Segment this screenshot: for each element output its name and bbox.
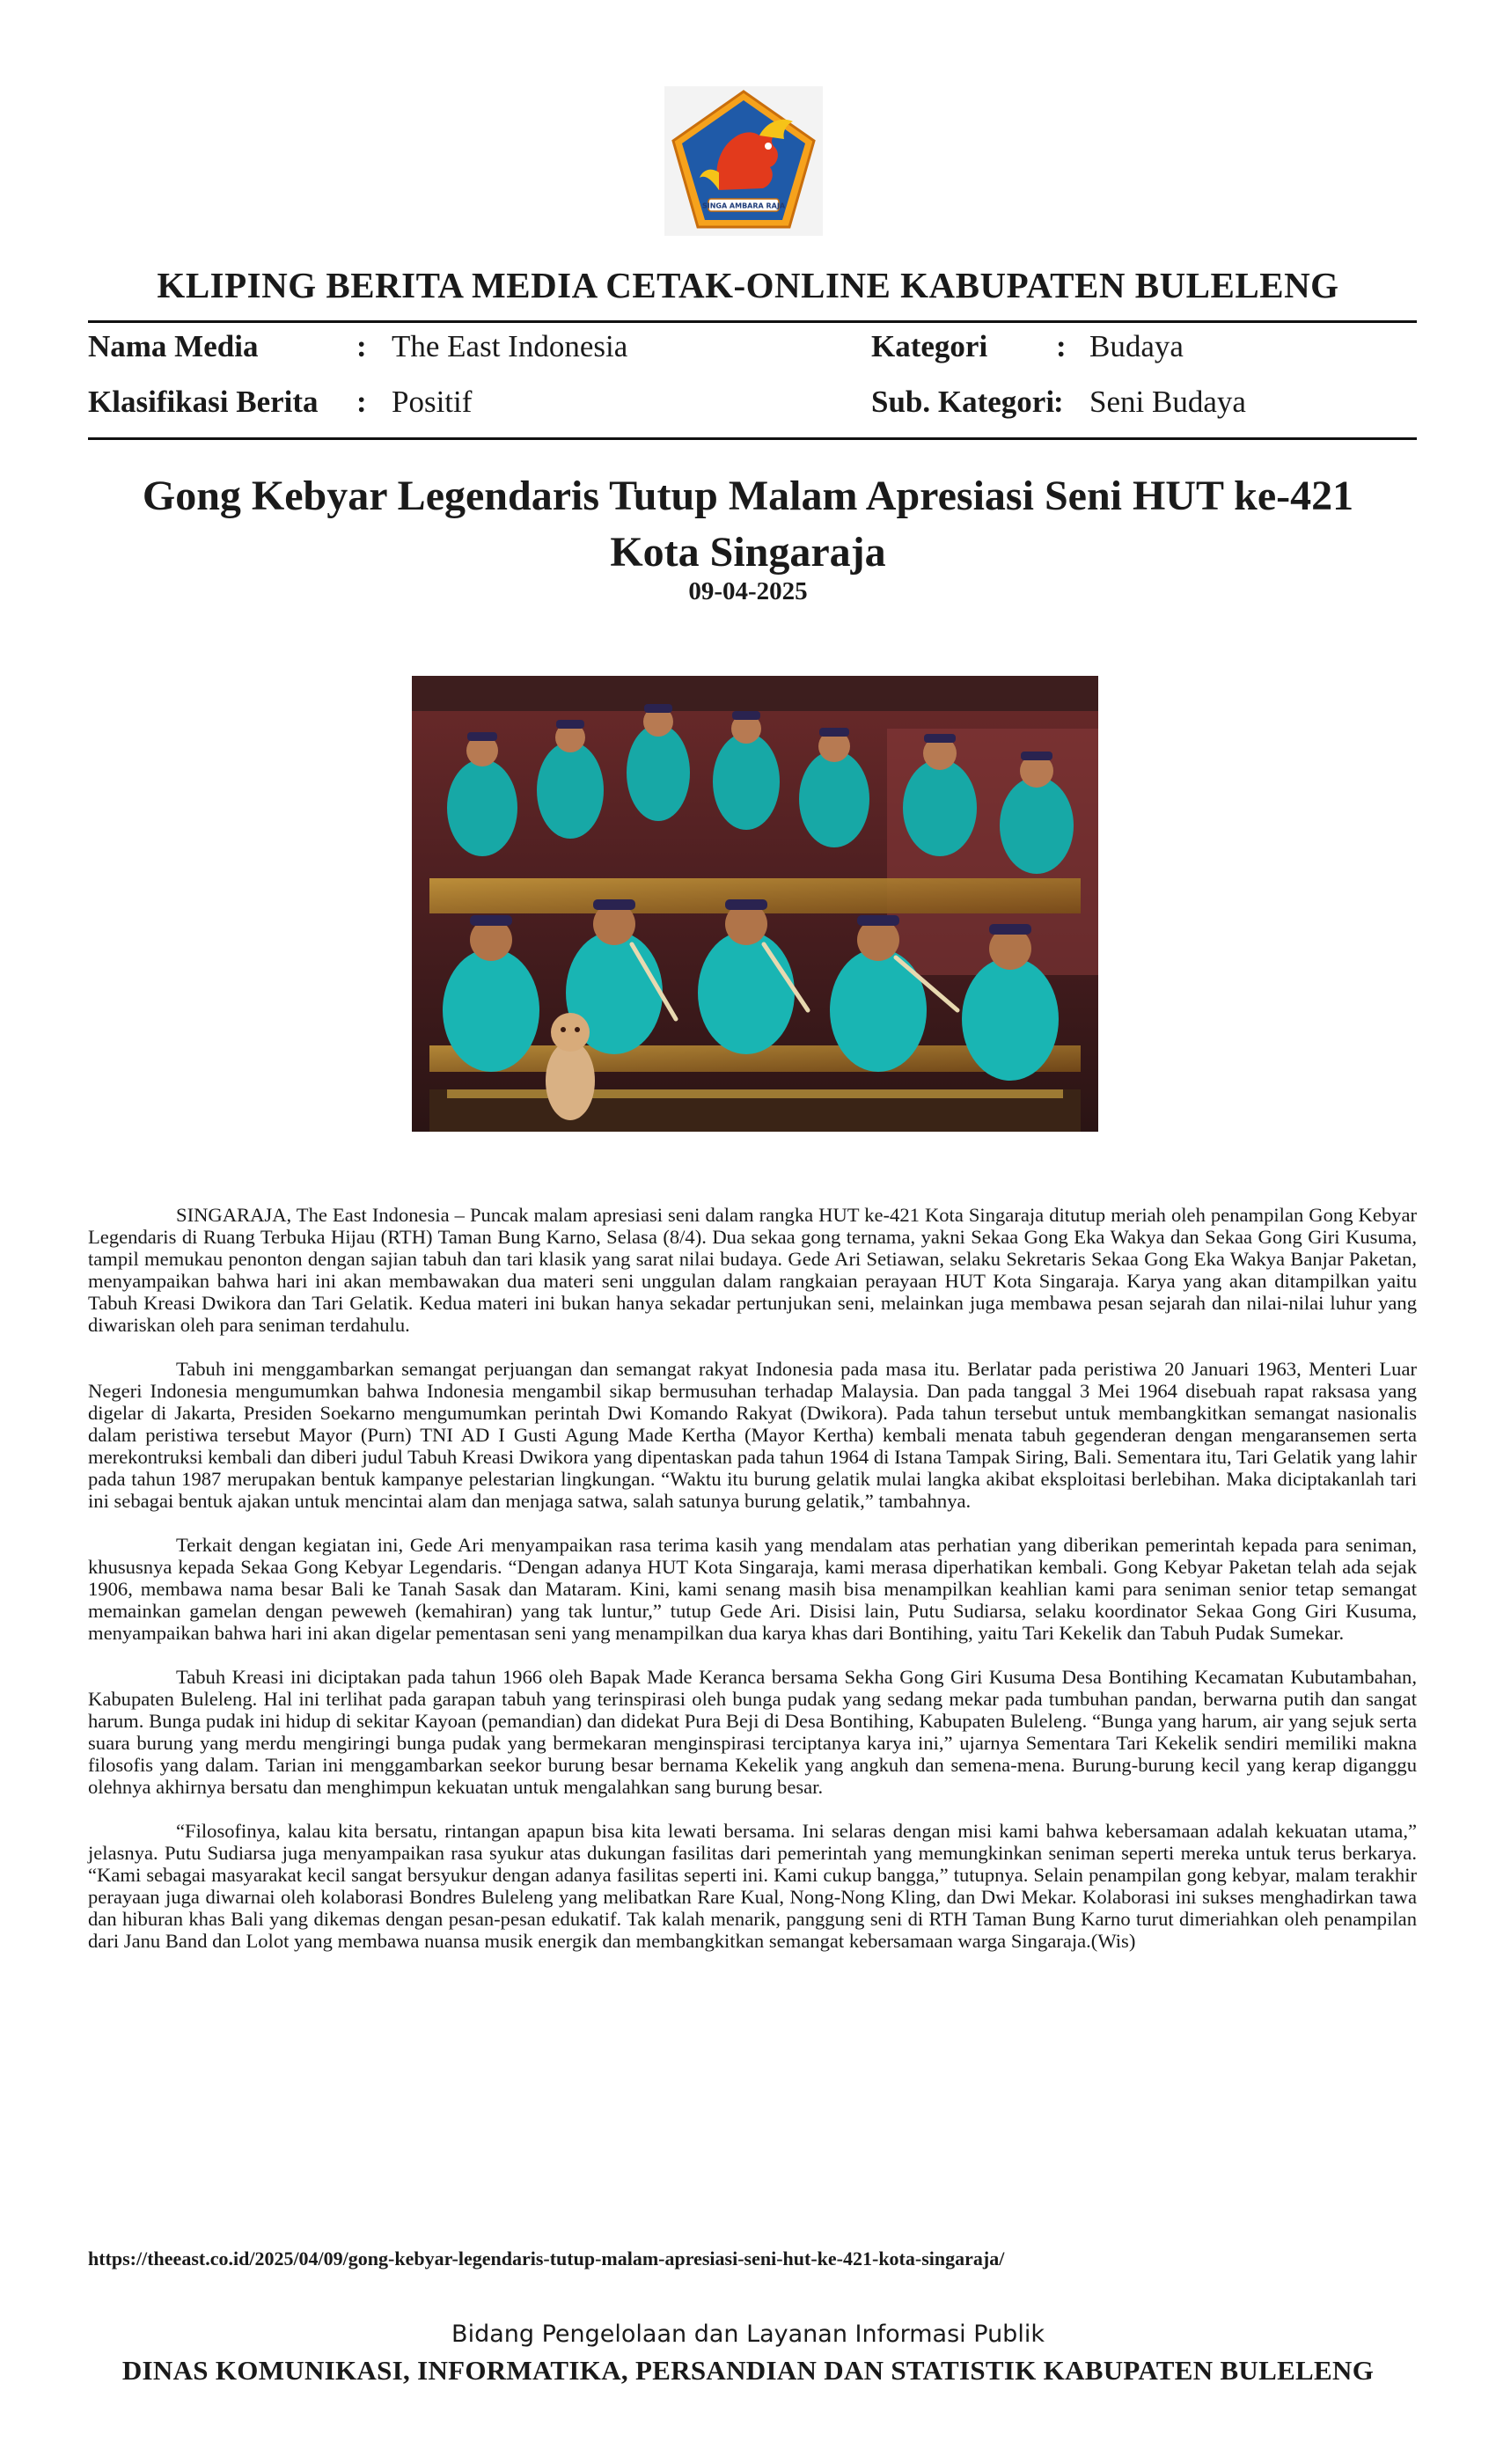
- category-colon: :: [1056, 329, 1067, 363]
- article-paragraph-1: SINGARAJA, The East Indonesia – Puncak malam apresiasi seni dalam rangka HUT ke-421 Kota Singaraja ditutup meriah oleh penampilan Gong Kebyar Legendaris di Ruang Terbuka Hijau (RTH) Taman Bung Karno, Selasa (8/4). Dua sekaa gong ternama, yakni Sekaa Gong Eka Wakya dan Sekaa Gong Giri Kusuma, tampil memukau penonton dengan sajian tabuh dan tari klasik yang sarat nilai budaya. Gede Ari Setiawan, selaku Sekretaris Sekaa Gong Eka Wakya Banjar Paketan, menyampaikan bahwa hari ini akan membawakan dua materi seni unggulan dalam rangkaian perayaan HUT Kota Singaraja. Karya yang akan ditampilkan yaitu Tabuh Kreasi Dwikora dan Tari Gelatik. Kedua materi ini bukan hanya sekadar pertunjukan seni, melainkan juga membawa pesan sejarah dan nilai-nilai luhur yang diwariskan oleh para seniman terdahulu.: [88, 1204, 1417, 1336]
- article-body: [88, 1204, 1417, 1974]
- media-name-value: The East Indonesia: [392, 329, 628, 363]
- classification-value: Positif: [392, 385, 473, 419]
- source-url-link[interactable]: https://theeast.co.id/2025/04/09/gong-kebyar-legendaris-tutup-malam-apresiasi-seni-hut-ke-421-kota-singaraja/: [88, 2248, 1005, 2270]
- header-divider-top: [88, 320, 1417, 323]
- footer-agency-line: DINAS KOMUNIKASI, INFORMATIKA, PERSANDIAN DAN STATISTIK KABUPATEN BULELENG: [121, 2355, 1375, 2386]
- headline-line-1: Gong Kebyar Legendaris Tutup Malam Apresiasi Seni HUT ke-421: [142, 473, 1354, 519]
- headline-line-2: Kota Singaraja: [610, 529, 886, 576]
- article-paragraph-5: “Filosofinya, kalau kita bersatu, rintangan apapun bisa kita lewati bersama. Ini selaras dengan misi kami bahwa kebersamaan adalah kekuatan utama,” jelasnya. Putu Sudiarsa juga menyampaikan rasa syukur atas dukungan fasilitas dari pemerintah yang memungkinkan seniman seperti mereka untuk terus berkarya. “Kami sebagai masyarakat kecil sangat bersyukur dengan adanya fasilitas seperti ini. Kami cukup bangga,” tutupnya. Selain penampilan gong kebyar, malam terakhir perayaan juga diwarnai oleh kolaborasi Bondres Buleleng yang melibatkan Rare Kual, Nong-Nong Kling, dan Dwi Mekar. Kolaborasi ini sukses menghadirkan tawa dan hiburan khas Bali yang dikemas dengan pesan-pesan edukatif. Tak kalah menarik, panggung seni di RTH Taman Bung Karno turut dimeriahkan oleh penampilan dari Janu Band dan Lolot yang membawa nuansa musik energik dan membangkitkan semangat kebersamaan warga Singaraja.(Wis): [88, 1820, 1417, 1952]
- subcategory-value: Seni Budaya: [1089, 385, 1246, 419]
- article-paragraph-4: Tabuh Kreasi ini diciptakan pada tahun 1966 oleh Bapak Made Keranca bersama Sekha Gong Giri Kusuma Desa Bontihing Kecamatan Kubutambahan, Kabupaten Buleleng. Hal ini terlihat pada garapan tabuh yang terinspirasi oleh bunga pudak yang sedang mekar pada tumbuhan pandan, berwarna putih dan sangat harum. Bunga pudak ini hidup di sekitar Kayoan (pemandian) dan didekat Pura Beji di Desa Bontihing, Kabupaten Buleleng. “Bunga yang harum, air yang sejuk serta suara burung yang merdu mengiringi bunga pudak yang bermekaran menginspirasi terciptanya karya ini,” ujarnya Sementara Tari Kekelik sendiri memiliki makna filosofis yang dalam. Tarian ini menggambarkan seekor burung besar bernama Kekelik yang angkuh dan semena-mena. Burung-burung kecil yang kerap diganggu olehnya akhirnya bersatu dan menghimpun kekuatan untuk mengalahkan sang burung besar.: [88, 1666, 1417, 1798]
- media-name-label: Nama Media: [88, 329, 259, 363]
- subcategory-label: Sub. Kategori: [871, 385, 1055, 419]
- media-name-colon: :: [356, 329, 367, 363]
- category-value: Budaya: [1089, 329, 1184, 363]
- subcategory-colon: :: [1053, 385, 1064, 419]
- logo-motto-text: SINGA AMBARA RAJA: [701, 202, 786, 210]
- classification-colon: :: [356, 385, 367, 419]
- article-paragraph-3: Terkait dengan kegiatan ini, Gede Ari menyampaikan rasa terima kasih yang mendalam atas perhatian yang diberikan pemerintah kepada para seniman, khususnya kepada Sekaa Gong Kebyar Legendaris. “Dengan adanya HUT Kota Singaraja, kami merasa diperhatikan kembali. Gong Kebyar Paketan telah ada sejak 1906, membawa nama besar Bali ke Tanah Sasak dan Mataram. Kini, kami senang masih bisa menampilkan keahlian kami para seniman senior tetap semangat memainkan gamelan dengan peweweh (kemahiran) yang tak luntur,” tutup Gede Ari. Disisi lain, Putu Sudiarsa, selaku koordinator Sekaa Gong Giri Kusuma, menyampaikan bahwa hari ini akan digelar pementasan seni yang menampilkan dua karya khas dari Bontihing, yaitu Tari Kekelik dan Tabuh Pudak Sumekar.: [88, 1534, 1417, 1644]
- article-date: 09-04-2025: [688, 577, 808, 605]
- classification-label: Klasifikasi Berita: [88, 385, 319, 419]
- article-headline: [106, 468, 1390, 581]
- category-label: Kategori: [871, 329, 988, 363]
- header-divider-bottom: [88, 437, 1417, 440]
- gamelan-musicians-photo: [412, 676, 1098, 1132]
- buleleng-emblem-logo: [664, 86, 823, 236]
- clipping-header-title: KLIPING BERITA MEDIA CETAK-ONLINE KABUPATEN BULELENG: [157, 265, 1339, 305]
- footer-department-line: Bidang Pengelolaan dan Layanan Informasi Publik: [451, 2321, 1045, 2348]
- article-paragraph-2: Tabuh ini menggambarkan semangat perjuangan dan semangat rakyat Indonesia pada masa itu. Berlatar pada peristiwa 20 Januari 1963, Menteri Luar Negeri Indonesia mengumumkan bahwa Indonesia mengambil sikap bermusuhan terhadap Malaysia. Dan pada tanggal 3 Mei 1964 disebuah rapat raksasa yang digelar di Jakarta, Presiden Soekarno mengumumkan perintah Dwi Komando Rakyat (Dwikora). Pada tahun tersebut untuk membangkitkan semangat nasionalis dalam peristiwa tersebut Mayor (Purn) TNI AD I Gusti Agung Made Kertha (Mayor Kertha) kembali menata tabuh gegenderan dengan mengaransemen serta merekontruksi kembali dan diberi judul Tabuh Kreasi Dwikora yang dipentaskan pada tahun 1964 di Istana Tampak Siring, Bali. Sementara itu, Tari Gelatik yang lahir pada tahun 1987 merupakan bentuk kampanye pelestarian lingkungan. “Waktu itu burung gelatik mulai langka akibat eksploitasi berlebihan. Maka diciptakanlah tari ini sebagai bentuk ajakan untuk mencintai alam dan menjaga satwa, salah satunya burung gelatik,” tambahnya.: [88, 1358, 1417, 1512]
